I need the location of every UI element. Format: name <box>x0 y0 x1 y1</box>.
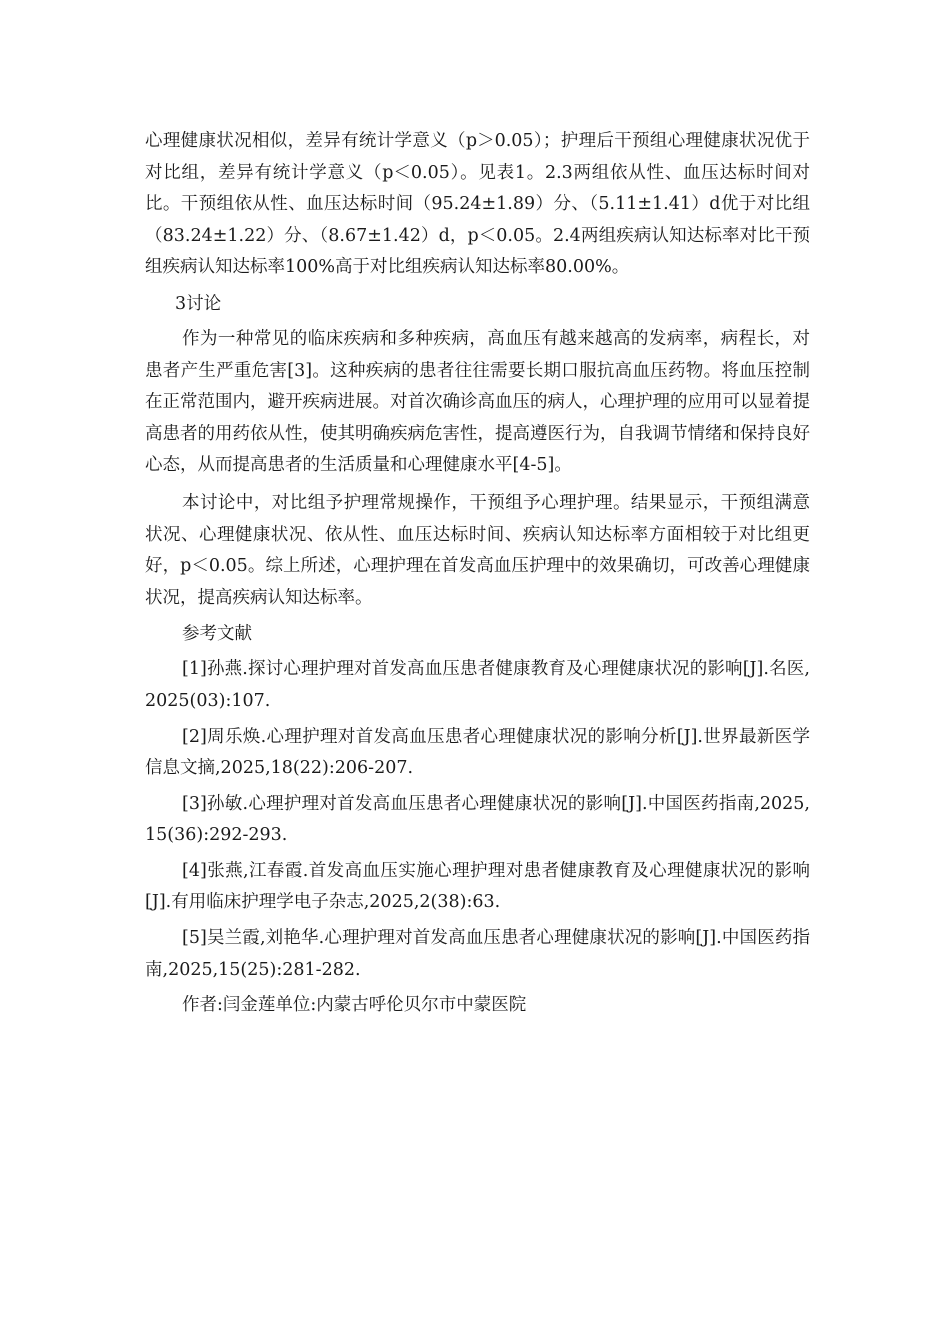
article-body <box>145 126 810 1022</box>
section-heading-discussion: 3讨论 <box>175 293 222 314</box>
reference-item: [3]孙敏.心理护理对首发高血压患者心理健康状况的影响[J].中国医药指南,2025,15(36):292-293. <box>145 793 810 846</box>
reference-list <box>145 654 810 986</box>
discussion-paragraph-2: 本讨论中，对比组予护理常规操作，干预组予心理护理。结果显示，干预组满意状况、心理健康状况、依从性、血压达标时间、疾病认知达标率方面相较于对比组更好，p＜0.05。综上所述，心理护理在首发高血压护理中的效果确切，可改善心理健康状况，提高疾病认知达标率。 <box>145 492 810 608</box>
author-affiliation: 作者:闫金莲单位:内蒙古呼伦贝尔市中蒙医院 <box>182 995 527 1016</box>
discussion-paragraph-1: 作为一种常见的临床疾病和多种疾病，高血压有越来越高的发病率，病程长，对患者产生严重危害[3]。这种疾病的患者往往需要长期口服抗高血压药物。将血压控制在正常范围内，避开疾病进展。对首次确诊高血压的病人，心理护理的应用可以显着提高患者的用药依从性，使其明确疾病危害性，提高遵医行为，自我调节情绪和保持良好心态，从而提高患者的生活质量和心理健康水平[4-5]。 <box>145 328 810 476</box>
reference-item: [2]周乐焕.心理护理对首发高血压患者心理健康状况的影响分析[J].世界最新医学信息文摘,2025,18(22):206-207. <box>145 726 810 779</box>
reference-item: [4]张燕,江春霞.首发高血压实施心理护理对患者健康教育及心理健康状况的影响[J].有用临床护理学电子杂志,2025,2(38):63. <box>145 860 810 913</box>
section-heading-references: 参考文献 <box>182 624 252 645</box>
reference-item: [5]吴兰霞,刘艳华.心理护理对首发高血压患者心理健康状况的影响[J].中国医药指南,2025,15(25):281-282. <box>145 928 810 980</box>
reference-item: [1]孙燕.探讨心理护理对首发高血压患者健康教育及心理健康状况的影响[J].名医,2025(03):107. <box>145 659 810 711</box>
results-paragraph: 心理健康状况相似，差异有统计学意义（p＞0.05）；护理后干预组心理健康状况优于对比组，差异有统计学意义（p＜0.05）。见表1。2.3两组依从性、血压达标时间对比。干预组依从性、血压达标时间（95.24±1.89）分、（5.11±1.41）d优于对比组（83.24±1.22）分、（8.67±1.42）d，p＜0.05。2.4两组疾病认知达标率对比干预组疾病认知达标率100%高于对比组疾病认知达标率80.00%。 <box>145 131 810 278</box>
